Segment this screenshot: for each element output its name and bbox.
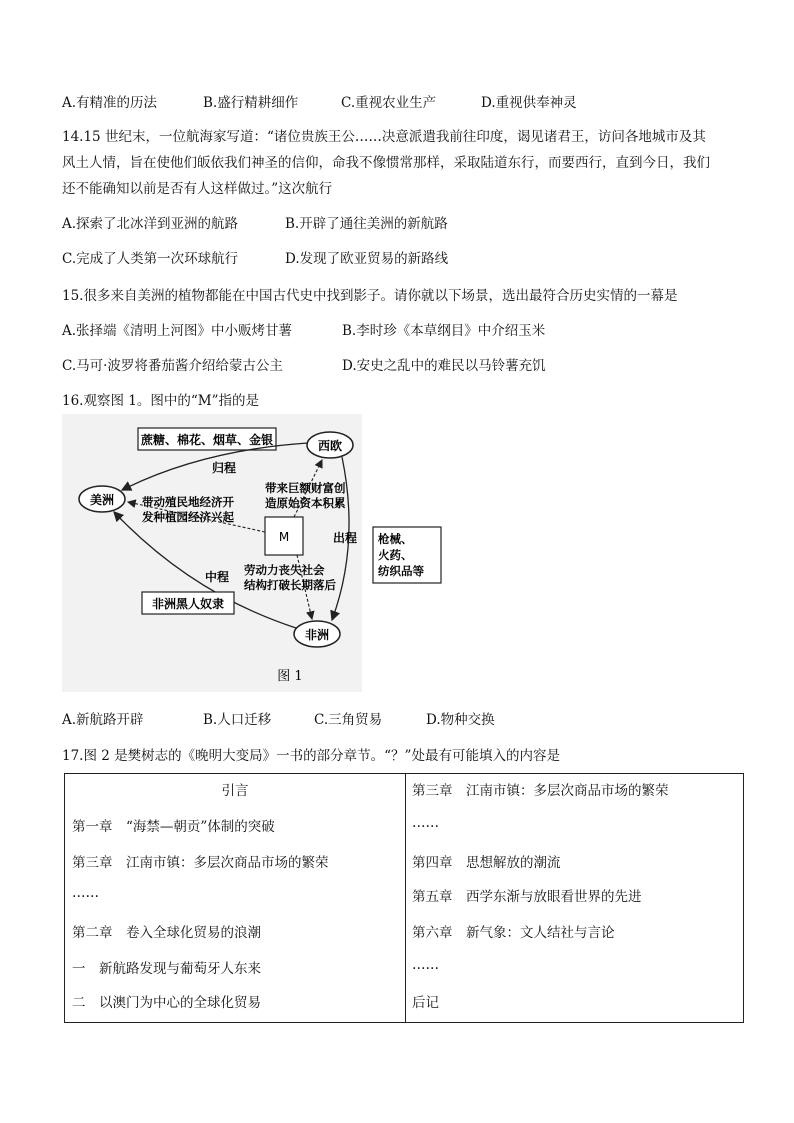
- q15-option-d: D.安史之乱中的难民以马铃薯充饥: [342, 358, 546, 374]
- q15-option-a: A.张择端《清明上河图》中小贩烤甘薯: [62, 323, 293, 339]
- q16-option-c: C.三角贸易: [314, 712, 383, 728]
- weapons-box: [372, 526, 442, 584]
- q15-option-c: C.马可·波罗将番茄酱介绍给蒙古公主: [62, 358, 283, 374]
- weapons-box-line-1: 枪械、: [378, 532, 413, 546]
- q15-stem: 15.很多来自美洲的植物都能在中国古代史中找到影子。请你就以下场景，选出最符合历史实情的一幕是: [62, 288, 678, 304]
- note-america-line-2: 发种植园经济兴起: [142, 510, 234, 524]
- note-america-line-1: 带动殖民地经济开: [142, 495, 234, 509]
- right-row-7: 后记: [412, 995, 439, 1011]
- return-route-label: 归程: [211, 461, 237, 475]
- q13-option-b: B.盛行精耕细作: [203, 95, 299, 111]
- q17-stem: 17.图 2 是樊树志的《晚明大变局》一书的部分章节。“？”处最有可能填入的内容是: [62, 748, 560, 764]
- outbound-route-label: 出程: [332, 531, 358, 545]
- q16-option-d: D.物种交换: [426, 712, 495, 728]
- weapons-box-line-3: 纺织品等: [378, 564, 424, 578]
- q16-option-b: B.人口迁移: [203, 712, 272, 728]
- q14-option-c: C.完成了人类第一次环球航行: [62, 251, 239, 267]
- note-europe-line-1: 带来巨额财富创: [265, 481, 346, 495]
- q14-stem-line-2: 风土人情，旨在使他们皈依我们神圣的信仰，命我不像惯常那样，采取陆道东行，而要西行，直到今日，我们: [62, 155, 710, 171]
- right-row-3: 第四章 思想解放的潮流: [412, 855, 561, 871]
- q13-option-d: D.重视供奉神灵: [481, 95, 577, 111]
- book-contents-table: [64, 773, 744, 1023]
- middle-route-label: 中程: [204, 570, 230, 584]
- q16-stem: 16.观察图 1。图中的“M”指的是: [62, 393, 259, 409]
- q13-option-c: C.重视农业生产: [341, 95, 437, 111]
- node-africa-label: 非洲: [304, 628, 330, 642]
- left-row-5: 第二章 卷入全球化贸易的浪潮: [72, 925, 261, 941]
- left-row-4: ……: [72, 885, 99, 901]
- q14-stem-line-3: 还不能确知以前是否有人这样做过。”这次航行: [62, 181, 333, 197]
- left-row-1: 引言: [221, 783, 249, 799]
- right-row-2: ……: [412, 815, 439, 831]
- left-row-7: 二 以澳门为中心的全球化贸易: [72, 995, 261, 1011]
- left-row-6: 一 新航路发现与葡萄牙人东来: [72, 961, 261, 977]
- q15-option-b: B.李时珍《本草纲目》中介绍玉米: [342, 323, 546, 339]
- slaves-box-label: 非洲黑人奴隶: [151, 597, 225, 611]
- figure-1-caption: 图 1: [277, 669, 303, 684]
- table-column-divider: [405, 774, 406, 1022]
- left-row-3: 第三章 江南市镇：多层次商品市场的繁荣: [72, 855, 329, 871]
- goods-box-label: 蔗糖、棉花、烟草、金银: [140, 433, 274, 447]
- q13-option-a: A.有精准的历法: [62, 95, 158, 111]
- q14-stem-line-1: 14.15 世纪末，一位航海家写道：“诸位贵族王公……决意派遣我前往印度，谒见诸君王，访问各地城市及其: [62, 129, 706, 145]
- note-europe-line-2: 造原始资本积累: [265, 496, 346, 510]
- left-row-2: 第一章 “海禁—朝贡”体制的突破: [72, 819, 275, 835]
- right-row-1: 第三章 江南市镇：多层次商品市场的繁荣: [412, 783, 669, 799]
- q14-option-a: A.探索了北冰洋到亚洲的航路: [62, 216, 239, 232]
- q14-option-b: B.开辟了通往美洲的新航路: [285, 216, 448, 232]
- q14-option-d: D.发现了欧亚贸易的新路线: [285, 251, 449, 267]
- node-america-label: 美洲: [89, 493, 115, 507]
- center-m-label: M: [278, 530, 290, 544]
- right-row-4: 第五章 西学东渐与放眼看世界的先进: [412, 889, 642, 905]
- note-africa-line-2: 结构打破长期落后: [244, 578, 336, 592]
- note-africa-line-1: 劳动力丧失社会: [244, 563, 325, 577]
- triangle-trade-diagram: [62, 414, 362, 692]
- node-west-europe-label: 西欧: [317, 439, 343, 453]
- right-row-6: ……: [412, 957, 439, 973]
- right-row-5: 第六章 新气象：文人结社与言论: [412, 925, 615, 941]
- q16-option-a: A.新航路开辟: [62, 712, 144, 728]
- weapons-box-line-2: 火药、: [378, 548, 413, 562]
